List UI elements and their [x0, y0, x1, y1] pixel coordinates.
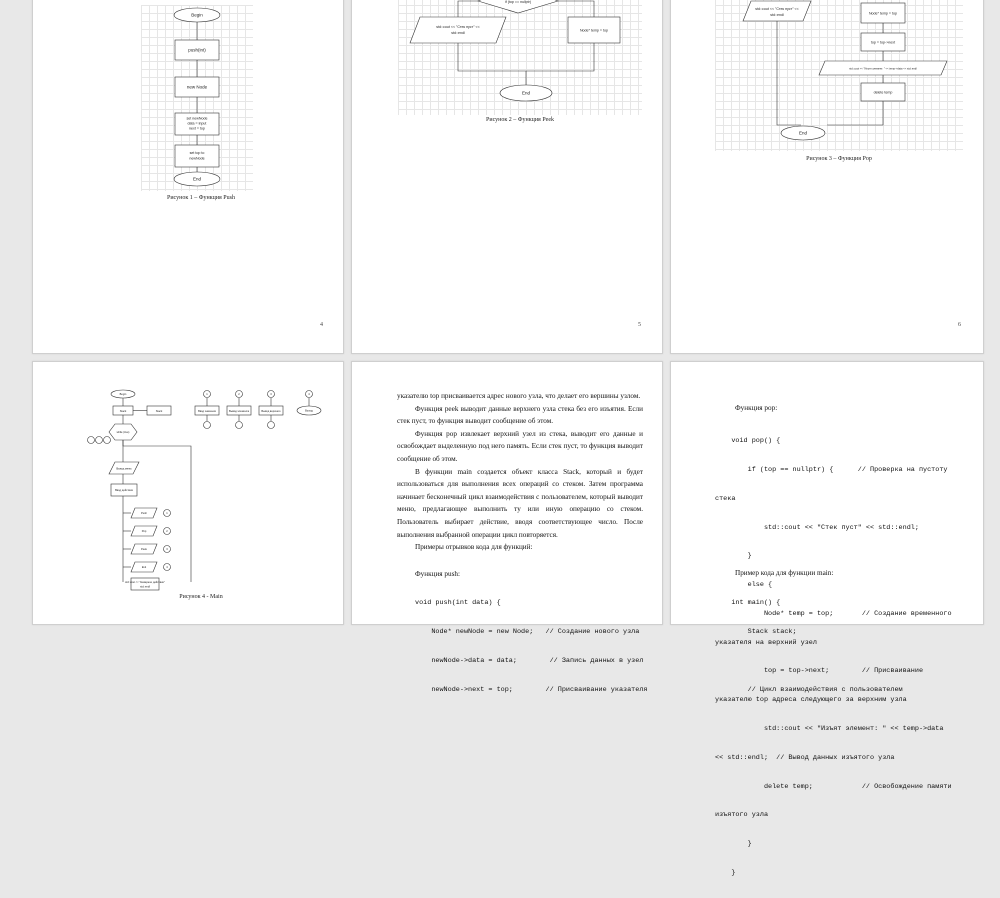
code-line: изъятого узла: [715, 811, 769, 820]
svg-text:std::endl: std::endl: [451, 31, 465, 35]
paragraph: Примеры отрывков кода для функций:: [415, 543, 533, 552]
code-block: [715, 580, 903, 714]
figure-caption: Рисунок 4 - Main: [179, 594, 223, 600]
code-line: Stack stack;: [715, 627, 797, 636]
code-title: Функция pop:: [735, 404, 778, 412]
page-number: 6: [958, 322, 961, 328]
svg-text:Выход: Выход: [305, 409, 313, 413]
page-8: [351, 361, 663, 694]
code-line: int main() {: [715, 599, 781, 608]
svg-text:1: 1: [206, 393, 208, 396]
svg-text:3: 3: [166, 548, 168, 551]
code-line: void pop() {: [715, 437, 781, 446]
svg-text:push(int): push(int): [188, 47, 206, 53]
page-9: [670, 361, 984, 877]
svg-text:while (true): while (true): [116, 431, 130, 434]
svg-text:Exit: Exit: [141, 566, 147, 569]
page-4: [32, 0, 344, 354]
svg-text:std::cout << "Неверное действи: std::cout << "Неверное действие": [125, 581, 165, 584]
svg-text:set newNode: set newNode: [186, 116, 208, 121]
page-number: 4: [320, 322, 323, 328]
code-line: top = top->next; // Присваивание: [715, 667, 924, 676]
svg-text:set top to: set top to: [189, 151, 205, 155]
code-line: void push(int data) {: [415, 599, 501, 608]
svg-text:Pop: Pop: [141, 530, 147, 533]
svg-text:3: 3: [270, 393, 272, 396]
svg-text:Вывод верхнего: Вывод верхнего: [261, 410, 281, 413]
svg-text:4: 4: [166, 566, 168, 569]
svg-text:Node* temp = top: Node* temp = top: [868, 11, 898, 16]
code-line: << std::endl; // Вывод данных изъятого узла: [715, 753, 895, 762]
svg-text:End: End: [192, 176, 202, 182]
svg-text:Ввод значения: Ввод значения: [198, 410, 216, 413]
code-title: Пример кода для функции main:: [735, 569, 834, 577]
code-line: if (top == nullptr) { // Проверка на пустоту: [715, 465, 948, 474]
figure-caption: Рисунок 3 – Функция Pop: [806, 156, 872, 162]
code-line: }: [715, 552, 752, 561]
svg-text:1: 1: [166, 512, 168, 515]
svg-text:Stack: Stack: [119, 410, 127, 413]
page-7: [32, 361, 344, 625]
code-line: Node* newNode = new Node; // Создание нового узла: [415, 627, 640, 636]
svg-text:std::cout << "Изъят элемент: ": std::cout << "Изъят элемент: " << temp->data << std::endl: [849, 67, 917, 71]
svg-text:std::cout << "Стек пуст" <<: std::cout << "Стек пуст" <<: [436, 25, 480, 29]
page-number: 5: [638, 322, 641, 328]
code-line: std::cout << "Стек пуст" << std::endl;: [715, 523, 919, 532]
svg-text:std::endl: std::endl: [770, 13, 784, 17]
code-title: Функция push:: [415, 570, 460, 578]
svg-text:Stack: Stack: [155, 410, 163, 413]
code-line: newNode->next = top; // Присваивание указателя: [415, 685, 648, 694]
svg-text:2: 2: [238, 393, 240, 396]
svg-text:Вывод элемента: Вывод элемента: [228, 410, 250, 413]
svg-text:top = top->next: top = top->next: [870, 40, 896, 45]
svg-text:Push: Push: [141, 512, 147, 515]
svg-text:std::cout << "Стек пуст" <<: std::cout << "Стек пуст" <<: [755, 7, 799, 11]
code-line: [715, 657, 903, 667]
page-6: [670, 0, 984, 354]
code-line: стека: [715, 494, 736, 503]
svg-text:data = input: data = input: [187, 121, 207, 126]
svg-text:2: 2: [166, 530, 168, 533]
svg-text:delete temp: delete temp: [873, 90, 893, 95]
code-line: }: [715, 840, 752, 849]
svg-text:Node* temp = top: Node* temp = top: [579, 28, 609, 33]
peek-flowchart: [398, 0, 642, 115]
figure-caption: Рисунок 1 – Функция Push: [167, 195, 235, 201]
svg-text:Begin: Begin: [119, 393, 127, 396]
code-line: указателю top адреса следующего за верхним узла: [715, 696, 907, 705]
code-line: else {: [715, 581, 773, 590]
svg-text:std::endl: std::endl: [140, 585, 150, 589]
code-block: [415, 580, 648, 714]
svg-text:End: End: [521, 90, 531, 96]
paragraph: указателю top присваивается адрес нового узла, что делает его вершины узлом.: [397, 392, 641, 400]
code-line: newNode->data = data; // Запись данных в узел: [415, 656, 644, 665]
svg-text:newNode: newNode: [189, 156, 205, 161]
svg-text:if (top == nullptr): if (top == nullptr): [504, 0, 532, 4]
code-line: }: [715, 868, 736, 877]
code-line: std::cout << "Изъят элемент: " << temp->data: [715, 725, 944, 733]
svg-text:Peek: Peek: [141, 548, 147, 551]
svg-text:End: End: [798, 130, 808, 136]
paragraph: Функция peek выводит данные верхнего узла стека без его изъятия. Если стек пуст, то функция выводит сообщение об этом.: [397, 404, 643, 426]
paragraph: В функции main создается объект класса Stack, который и будет использоваться для выполнения всех операций со стеком. Затем программа начинает бесконечный цикл взаимодействия с пользователем, который выводит меню, предлагающее выполнить ту или иную операцию со стеком. Пользователь выбирает действие, вводя соответствующее число. После выполнения выбранной операции цикл повторяется.: [397, 467, 643, 539]
push-flowchart: [141, 5, 253, 191]
flow-begin: Begin: [191, 12, 203, 18]
body-text: [397, 390, 643, 554]
main-flowchart: [83, 386, 323, 596]
figure-caption: Рисунок 2 – Функция Peek: [486, 117, 554, 123]
svg-text:next = top: next = top: [189, 126, 205, 131]
paragraph: Функция pop извлекает верхний узел из стека, выводит его данные и освобождает выделенную под него память. Если стек пуст, то функция выводит сообщение об этом.: [397, 429, 643, 463]
code-line: Node* temp = top; // Создание временного: [715, 609, 952, 618]
svg-text:4: 4: [308, 393, 310, 396]
code-line: указателя на верхний узел: [715, 638, 817, 647]
code-line: delete temp; // Освобождение памяти: [715, 782, 952, 791]
svg-text:new Node: new Node: [186, 84, 208, 90]
code-line: // Цикл взаимодействия с пользователем: [715, 685, 903, 694]
pop-flowchart: [715, 0, 963, 151]
svg-text:Ввод действия: Ввод действия: [115, 489, 133, 492]
svg-text:Вывод меню: Вывод меню: [116, 467, 132, 471]
page-5: [351, 0, 663, 354]
